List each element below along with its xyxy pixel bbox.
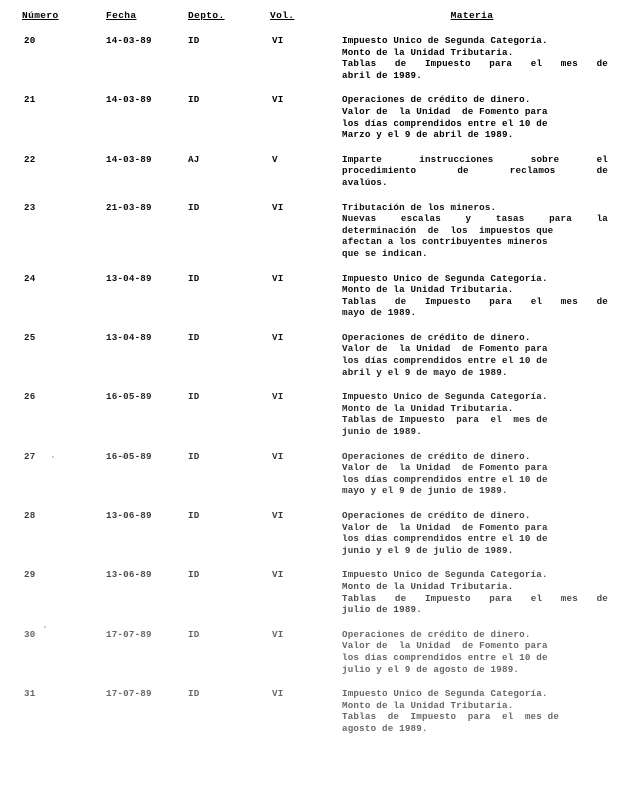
- cell-vol: VI: [272, 688, 284, 700]
- materia-line: Tablas de Impuesto para el mes de: [342, 711, 560, 723]
- cell-fecha: 13-06-89: [106, 569, 152, 581]
- materia-line: Valor de la Unidad de Fomento para: [342, 521, 548, 533]
- materia-line: los días comprendidos entre el 10 de: [342, 533, 548, 545]
- cell-materia: [342, 569, 630, 628]
- cell-materia: [342, 688, 630, 747]
- cell-vol: VI: [272, 510, 284, 521]
- materia-line: que se indican.: [342, 247, 428, 259]
- materia-line: Impuesto Unico de Segunda Categoría.: [342, 272, 548, 284]
- cell-depto: ID: [188, 450, 200, 462]
- table-row: [0, 391, 630, 450]
- materia-line: Monto de la Unidad Tributaria.: [342, 580, 514, 592]
- materia-line: Operaciones de crédito de dinero.: [342, 331, 531, 343]
- materia-line: Operaciones de crédito de dinero.: [342, 510, 531, 521]
- cell-fecha: 13-06-89: [106, 510, 152, 521]
- cell-vol: VI: [272, 391, 284, 403]
- materia-line: agosto de 1989.: [342, 722, 428, 734]
- materia-line: Tablas de Impuesto para el mes de: [342, 414, 548, 426]
- cell-vol: VI: [272, 201, 284, 213]
- table-row: [0, 510, 630, 569]
- cell-numero: 27: [24, 450, 36, 462]
- cell-depto: ID: [188, 331, 200, 343]
- cell-materia: [342, 629, 630, 688]
- table-row: [0, 569, 630, 628]
- materia-line: los días comprendidos entre el 10 de: [342, 473, 548, 485]
- cell-fecha: 14-03-89: [106, 153, 152, 165]
- materia-line: Impuesto Unico de Segunda Categoría.: [342, 35, 548, 46]
- materia-line: Nuevas escalas y tasas para la: [342, 213, 608, 225]
- column-header-materia: [342, 0, 630, 35]
- materia-line: Impuesto Unico de Segunda Categoría.: [342, 391, 548, 403]
- cell-materia: [342, 332, 630, 391]
- materia-line: Monto de la Unidad Tributaria.: [342, 46, 514, 58]
- materia-line: Tablas de Impuesto para el mes de: [342, 58, 608, 70]
- materia-line: abril de 1989.: [342, 69, 422, 81]
- materia-line: julio de 1989.: [342, 604, 422, 616]
- materia-line: Marzo y el 9 de abril de 1989.: [342, 129, 514, 141]
- cell-materia: [342, 94, 630, 153]
- cell-depto: AJ: [188, 153, 200, 165]
- cell-fecha: 14-03-89: [106, 94, 152, 106]
- materia-line: junio y el 9 de julio de 1989.: [342, 544, 514, 556]
- cell-numero: 24: [24, 272, 36, 284]
- cell-numero: 26: [24, 391, 36, 403]
- materia-line: Impuesto Unico de Segunda Categoría.: [342, 688, 548, 700]
- cell-depto: ID: [188, 510, 200, 521]
- column-header-fecha: Fecha: [106, 10, 137, 21]
- cell-materia: [342, 510, 630, 569]
- cell-vol: VI: [272, 94, 284, 106]
- table-row: [0, 35, 630, 94]
- cell-numero: 31: [24, 688, 36, 700]
- materia-line: Imparte instrucciones sobre el: [342, 153, 608, 165]
- cell-vol: VI: [272, 569, 284, 581]
- materia-line: Operaciones de crédito de dinero.: [342, 94, 531, 106]
- materia-line: mayo de 1989.: [342, 307, 417, 319]
- cell-numero: 21: [24, 94, 36, 106]
- materia-line: mayo y el 9 de junio de 1989.: [342, 485, 508, 497]
- materia-line: Tablas de Impuesto para el mes de: [342, 295, 608, 307]
- table-row: [0, 273, 630, 332]
- cell-vol: VI: [272, 35, 284, 46]
- materia-line: Operaciones de crédito de dinero.: [342, 450, 531, 462]
- cell-numero: 23: [24, 201, 36, 213]
- cell-materia: [342, 202, 630, 273]
- materia-line: los días comprendidos entre el 10 de: [342, 117, 548, 129]
- cell-fecha: 13-04-89: [106, 331, 152, 343]
- table-row: [0, 202, 630, 273]
- cell-fecha: 17-07-89: [106, 628, 152, 640]
- cell-fecha: 21-03-89: [106, 201, 152, 213]
- table-row: [0, 688, 630, 747]
- materia-line: Tributación de los mineros.: [342, 201, 497, 213]
- cell-vol: VI: [272, 628, 284, 640]
- materia-line: afectan a los contribuyentes mineros: [342, 236, 548, 248]
- materia-line: los días comprendidos entre el 10 de: [342, 355, 548, 367]
- cell-depto: ID: [188, 272, 200, 284]
- cell-numero: 20: [24, 35, 36, 46]
- cell-depto: ID: [188, 628, 200, 640]
- materia-line: procedimiento de reclamos de: [342, 165, 608, 177]
- cell-numero: 22: [24, 153, 36, 165]
- cell-depto: ID: [188, 94, 200, 106]
- cell-vol: VI: [272, 331, 284, 343]
- header-row: [0, 0, 630, 35]
- column-header-materia-label: Materia: [450, 10, 494, 21]
- cell-materia: [342, 35, 630, 94]
- cell-vol: VI: [272, 450, 284, 462]
- table-row: [0, 332, 630, 391]
- materia-line: Operaciones de crédito de dinero.: [342, 628, 531, 640]
- cell-fecha: 16-05-89: [106, 391, 152, 403]
- table-body: [0, 35, 630, 748]
- cell-depto: ID: [188, 391, 200, 403]
- materia-line: abril y el 9 de mayo de 1989.: [342, 366, 508, 378]
- cell-fecha: 17-07-89: [106, 688, 152, 700]
- cell-numero: 29: [24, 569, 36, 581]
- cell-vol: VI: [272, 272, 284, 284]
- cell-numero: 28: [24, 510, 36, 521]
- cell-numero: 25: [24, 331, 36, 343]
- cell-fecha: 13-04-89: [106, 272, 152, 284]
- materia-line: Impuesto Unico de Segunda Categoría.: [342, 569, 548, 581]
- table-row: [0, 629, 630, 688]
- materia-line: julio y el 9 de agosto de 1989.: [342, 663, 520, 675]
- materia-line: junio de 1989.: [342, 426, 422, 438]
- cell-fecha: 16-05-89: [106, 450, 152, 462]
- materia-line: Valor de la Unidad de Fomento para: [342, 462, 548, 474]
- materia-line: Monto de la Unidad Tributaria.: [342, 402, 514, 414]
- table-header: [0, 0, 630, 35]
- materia-line: Monto de la Unidad Tributaria.: [342, 284, 514, 296]
- table-row: [0, 94, 630, 153]
- materia-line: Valor de la Unidad de Fomento para: [342, 640, 548, 652]
- materia-line: Valor de la Unidad de Fomento para: [342, 343, 548, 355]
- materia-line: determinación de los impuestos que: [342, 224, 554, 236]
- cell-numero: 30: [24, 628, 36, 640]
- materia-line: Tablas de Impuesto para el mes de: [342, 592, 608, 604]
- materia-line: Valor de la Unidad de Fomento para: [342, 105, 548, 117]
- cell-materia: [342, 391, 630, 450]
- cell-materia: [342, 154, 630, 202]
- table-row: [0, 451, 630, 510]
- cell-depto: ID: [188, 35, 200, 46]
- cell-depto: ID: [188, 688, 200, 700]
- materia-line: Monto de la Unidad Tributaria.: [342, 699, 514, 711]
- cell-vol: V: [272, 153, 278, 165]
- column-header-numero: Número: [22, 10, 59, 21]
- column-header-depto: Depto.: [188, 10, 225, 21]
- cell-depto: ID: [188, 569, 200, 581]
- cell-fecha: 14-03-89: [106, 35, 152, 46]
- cell-materia: [342, 451, 630, 510]
- column-header-vol: Vol.: [270, 10, 295, 21]
- materia-line: avalúos.: [342, 176, 388, 188]
- cell-depto: ID: [188, 201, 200, 213]
- cell-materia: [342, 273, 630, 332]
- materia-line: los días comprendidos entre el 10 de: [342, 651, 548, 663]
- table-row: [0, 154, 630, 202]
